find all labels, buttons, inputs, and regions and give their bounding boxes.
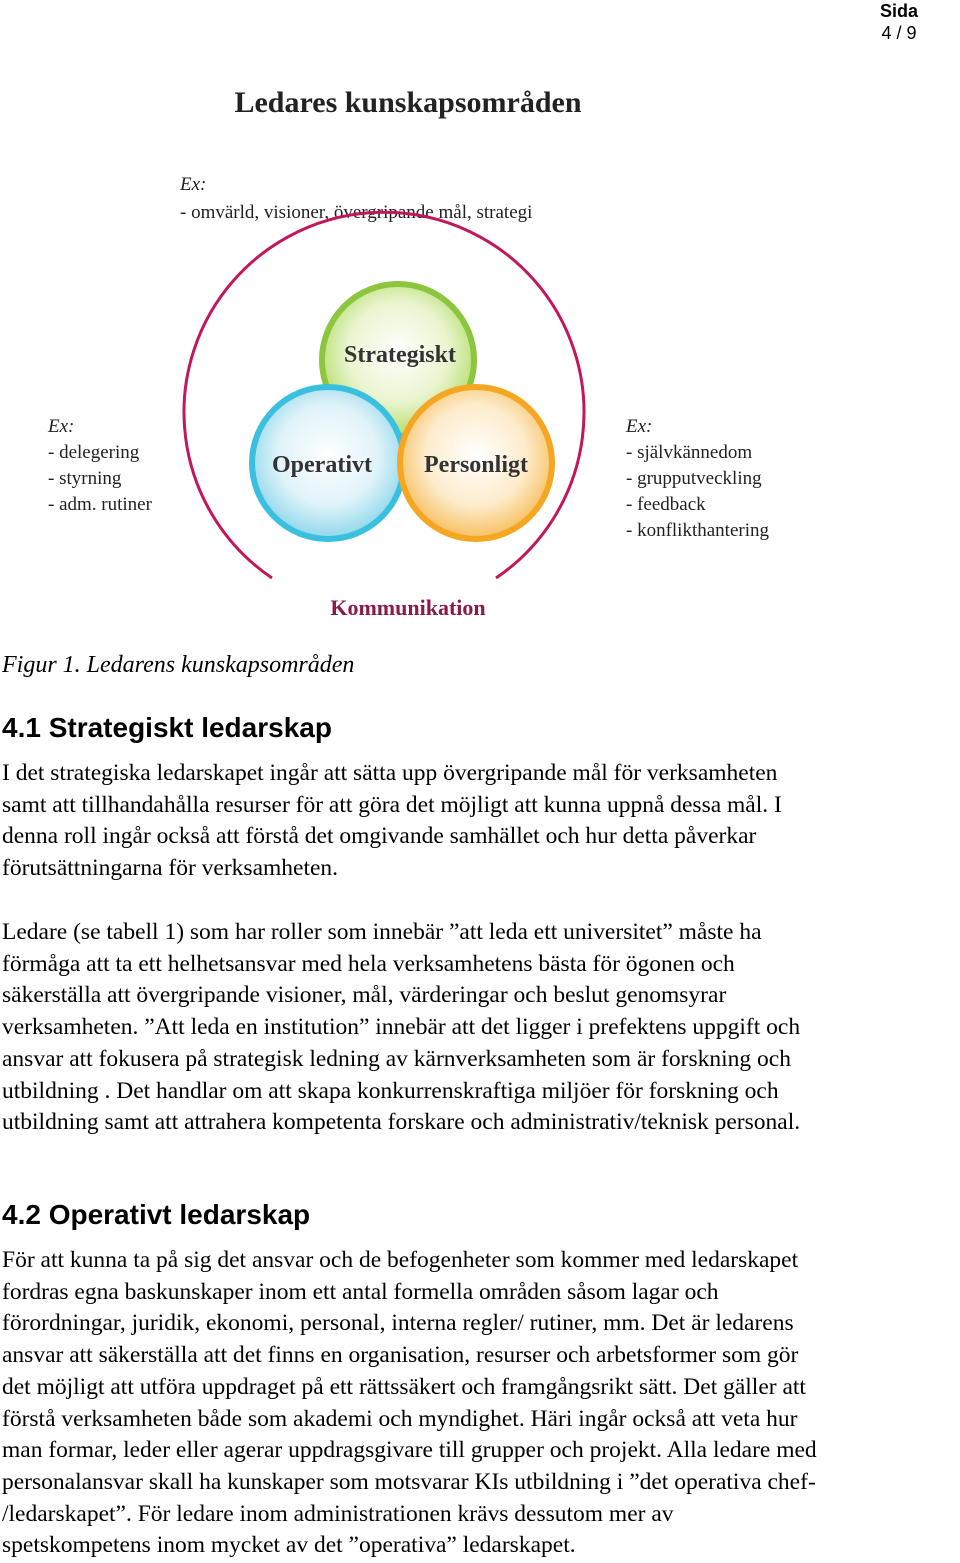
figure-title: Ledares kunskapsområden (234, 86, 582, 119)
page-count: 4 / 9 (881, 23, 917, 43)
right-example-item: - grupputveckling (626, 468, 762, 489)
section-heading-strategic: 4.1 Strategiskt ledarskap (2, 712, 332, 743)
page-label: Sida (879, 1, 918, 21)
operative-label: Operativt (272, 452, 372, 478)
left-example-item: - styrning (48, 468, 122, 489)
left-example-item: - adm. rutiner (48, 494, 152, 515)
top-example-heading: Ex: (180, 174, 207, 195)
right-example-heading: Ex: (626, 416, 653, 437)
personal-label: Personligt (424, 452, 528, 478)
right-example-item: - konflikthantering (626, 520, 769, 541)
left-example-heading: Ex: (48, 416, 75, 437)
strategic-label: Strategiskt (344, 342, 456, 368)
figure-caption: Figur 1. Ledarens kunskapsområden (2, 652, 355, 678)
communication-label: Kommunikation (330, 595, 486, 620)
right-example-item: - feedback (626, 494, 706, 515)
knowledge-areas-figure (0, 60, 960, 630)
right-example-item: - självkännedom (626, 442, 753, 463)
paragraph-operative-1: För att kunna ta på sig det ansvar och de befogenheter som kommer med ledarskapet fordras egna baskunskaper inom ett antal formella områden såsom lagar och förordningar, juridik, ekonomi, personal, interna regler/ rutiner, mm. Det är ledarens ansvar att säkerställa att det finns en organisation, resurser och arbetsformer som gör det möjligt att utföra uppdraget på ett rättssäkert och framgångsrikt sätt. Det gäller att förstå verksamheten både som akademi och myndighet. Häri ingår också att veta hur man formar, leder eller agerar uppdragsgivare till grupper och projekt. Alla ledare med personalansvar skall ha kunskaper som motsvarar KIs utbildning i ”det operativa chef- /ledarskapet”. För ledare inom administrationen krävs dessutom mer av spetskompetens inom mycket av det ”operativa” ledarskapet. (2, 1247, 817, 1559)
page-number (880, 0, 918, 44)
figure-diagram (0, 60, 960, 630)
left-example-item: - delegering (48, 442, 140, 463)
paragraph-strategic-2: Ledare (se tabell 1) som har roller som innebär ”att leda ett universitet” måste ha förmåga att ta ett helhetsansvar med hela verksamhetens bästa för ögonen och säkerställa att övergripande visioner, mål, värderingar och beslut genomsyrar verksamheten. ”Att leda en institution” innebär att det ligger i prefektens uppgift och ansvar att fokusera på strategisk ledning av kärnverksamheten som är forskning och utbildning . Det handlar om att skapa konkurrenskraftiga miljöer för forskning och utbildning samt att attrahera kompetenta forskare och administrativ/teknisk personal. (2, 919, 801, 1136)
top-example-item: - omvärld, visioner, övergripande mål, strategi (180, 202, 533, 223)
section-heading-operative: 4.2 Operativt ledarskap (2, 1199, 311, 1230)
paragraph-strategic-1: I det strategiska ledarskapet ingår att sätta upp övergripande mål för verksamheten samt att tillhandahålla resurser för att göra det möjligt att kunna uppnå dessa mål. I denna roll ingår också att förstå det omgivande samhället och hur detta påverkar förutsättningarna för verksamheten. (2, 760, 782, 882)
